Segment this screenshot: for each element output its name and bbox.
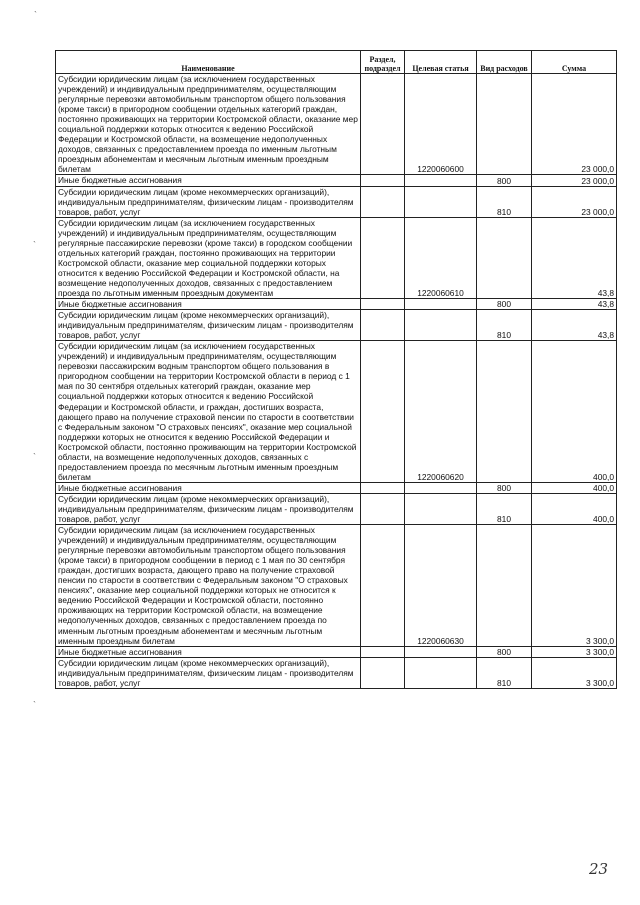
- row-sum: 3 300,0: [532, 646, 617, 657]
- row-name: Иные бюджетные ассигнования: [56, 482, 361, 493]
- row-expense: [477, 217, 532, 298]
- row-section: [361, 299, 405, 310]
- row-name: Субсидии юридическим лицам (кроме некоммерческих организаций), индивидуальным предпринимателям, физическим лицам - производителям товаров, работ, услуг: [56, 310, 361, 341]
- row-target: [405, 482, 477, 493]
- row-target: [405, 646, 477, 657]
- row-target: [405, 299, 477, 310]
- table-row: [56, 175, 617, 186]
- table-row: [56, 186, 617, 217]
- row-name: Субсидии юридическим лицам (за исключением государственных учреждений) и индивидуальным предпринимателям, осуществляющим перевозки пассажирским водным транспортом общего пользования в пригородном сообщении на территории Костромской области в период с 1 мая по 30 сентября отдельных категорий граждан, оказание мер социальной поддержки которых относится к ведению Российской Федерации и Костромской области, и граждан, достигших возраста, дающего право на получение страховой пенсии по старости в соответствии с Федеральным законом "О страховых пенсиях", оказание мер социальной поддержки которых не относится к ведению Российской Федерации и Костромской области, постоянно проживающим на территории Костромской области, на возмещение недополученных доходов, связанных с предоставлением проезда по месячным льготным именным проездным билетам: [56, 341, 361, 483]
- page-number: 23: [589, 860, 609, 878]
- scan-mark: `: [33, 452, 36, 462]
- row-sum: 400,0: [532, 341, 617, 483]
- row-expense: 810: [477, 310, 532, 341]
- row-expense: 810: [477, 493, 532, 524]
- row-expense: 800: [477, 482, 532, 493]
- row-section: [361, 74, 405, 175]
- scan-mark: `: [33, 240, 36, 250]
- row-name: Иные бюджетные ассигнования: [56, 299, 361, 310]
- table-row: [56, 74, 617, 175]
- table-header-row: [56, 51, 617, 74]
- row-name: Субсидии юридическим лицам (за исключением государственных учреждений) и индивидуальным предпринимателям, осуществляющим регулярные пассажирские перевозки (кроме такси) в городском сообщении отдельных категорий граждан, постоянно проживающих на территории Костромской области, оказание мер социальной поддержки которых относится к ведению Российской Федерации и Костромской области, на возмещение недополученных доходов, связанных с предоставлением проезда по льготным именным проездным документам: [56, 217, 361, 298]
- scan-mark: `: [33, 700, 36, 710]
- row-sum: 43,8: [532, 310, 617, 341]
- row-expense: 800: [477, 646, 532, 657]
- row-target: [405, 657, 477, 688]
- table-row: [56, 493, 617, 524]
- row-expense: [477, 74, 532, 175]
- row-section: [361, 217, 405, 298]
- row-expense: 800: [477, 299, 532, 310]
- row-expense: 810: [477, 657, 532, 688]
- row-sum: 3 300,0: [532, 657, 617, 688]
- header-expense: Вид расходов: [477, 51, 532, 74]
- row-name: Иные бюджетные ассигнования: [56, 646, 361, 657]
- row-expense: 810: [477, 186, 532, 217]
- row-sum: 23 000,0: [532, 74, 617, 175]
- row-name: Субсидии юридическим лицам (кроме некоммерческих организаций), индивидуальным предпринимателям, физическим лицам - производителям товаров, работ, услуг: [56, 657, 361, 688]
- scan-mark: `: [34, 10, 37, 20]
- row-name: Субсидии юридическим лицам (за исключением государственных учреждений) и индивидуальным предпринимателям, осуществляющим регулярные перевозки автомобильным транспортом общего пользования (кроме такси) в пригородном сообщении в период с 1 мая по 30 сентября граждан, достигших возраста, дающего право на получение страховой пенсии по старости в соответствии с Федеральным законом "О страховых пенсиях", оказание мер социальной поддержки которых не относится к ведению Российской Федерации и Костромской области, постоянно проживающих на территории Костромской области, на возмещение недополученных доходов, связанных с предоставлением проезда по именным льготным проездным абонементам и месячным льготным именным проездным билетам: [56, 525, 361, 647]
- row-name: Субсидии юридическим лицам (кроме некоммерческих организаций), индивидуальным предпринимателям, физическим лицам - производителям товаров, работ, услуг: [56, 493, 361, 524]
- row-section: [361, 525, 405, 647]
- budget-table: [55, 50, 617, 689]
- header-sum: Сумма: [532, 51, 617, 74]
- row-name: Иные бюджетные ассигнования: [56, 175, 361, 186]
- row-sum: 3 300,0: [532, 525, 617, 647]
- header-name: Наименование: [56, 51, 361, 74]
- row-expense: 800: [477, 175, 532, 186]
- row-section: [361, 646, 405, 657]
- row-name: Субсидии юридическим лицам (кроме некоммерческих организаций), индивидуальным предпринимателям, физическим лицам - производителям товаров, работ, услуг: [56, 186, 361, 217]
- table-row: [56, 525, 617, 647]
- row-expense: [477, 525, 532, 647]
- row-target: 1220060600: [405, 74, 477, 175]
- table-row: [56, 482, 617, 493]
- row-section: [361, 175, 405, 186]
- row-section: [361, 310, 405, 341]
- row-sum: 43,8: [532, 217, 617, 298]
- table-row: [56, 646, 617, 657]
- table-row: [56, 299, 617, 310]
- table-row: [56, 217, 617, 298]
- row-section: [361, 341, 405, 483]
- table-row: [56, 657, 617, 688]
- row-section: [361, 493, 405, 524]
- row-name: Субсидии юридическим лицам (за исключением государственных учреждений) и индивидуальным предпринимателям, осуществляющим регулярные перевозки автомобильным транспортом общего пользования (кроме такси) в пригородном сообщении отдельных категорий граждан, постоянно проживающих на территории Костромской области, оказание мер социальной поддержки которых относится к ведению Российской Федерации и Костромской области, на возмещение недополученных доходов, связанных с предоставлением проезда по именным льготным проездным абонементам и месячным льготным именным проездным билетам: [56, 74, 361, 175]
- row-expense: [477, 341, 532, 483]
- row-sum: 23 000,0: [532, 186, 617, 217]
- row-target: [405, 175, 477, 186]
- table-row: [56, 310, 617, 341]
- row-section: [361, 482, 405, 493]
- header-section: Раздел, подраздел: [361, 51, 405, 74]
- row-sum: 43,8: [532, 299, 617, 310]
- row-section: [361, 186, 405, 217]
- row-section: [361, 657, 405, 688]
- row-target: [405, 186, 477, 217]
- row-sum: 400,0: [532, 482, 617, 493]
- row-target: 1220060620: [405, 341, 477, 483]
- row-sum: 23 000,0: [532, 175, 617, 186]
- row-target: 1220060610: [405, 217, 477, 298]
- row-target: [405, 493, 477, 524]
- row-target: 1220060630: [405, 525, 477, 647]
- table-row: [56, 341, 617, 483]
- header-target: Целевая статья: [405, 51, 477, 74]
- row-sum: 400,0: [532, 493, 617, 524]
- row-target: [405, 310, 477, 341]
